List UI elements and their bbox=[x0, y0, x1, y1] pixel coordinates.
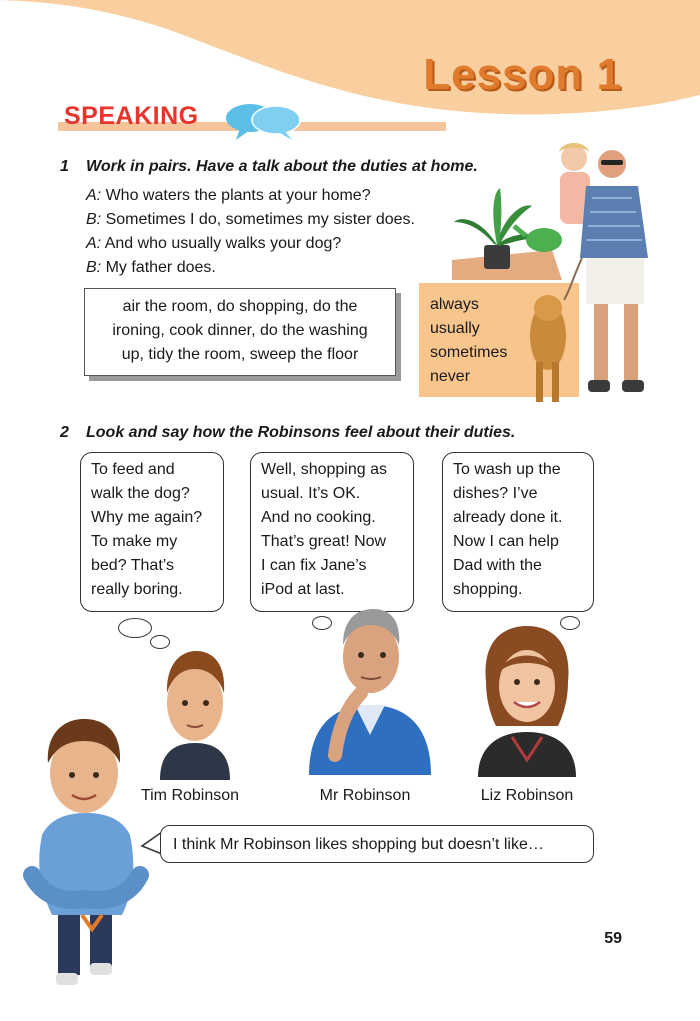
thought-line: already done it. bbox=[453, 509, 563, 526]
boy-figure bbox=[22, 715, 152, 990]
thought-line: That’s great! Now bbox=[261, 533, 387, 550]
dog-icon bbox=[530, 295, 566, 402]
example-speech-bubble: I think Mr Robinson likes shopping but doesn’t like… bbox=[160, 825, 594, 863]
lesson-title: Lesson 1 bbox=[423, 50, 622, 99]
thought-line: Why me again? bbox=[91, 509, 203, 526]
thought-bubble-liz bbox=[442, 452, 594, 612]
thought-bubble-tim bbox=[80, 452, 224, 612]
thought-line: Dad with the bbox=[453, 557, 542, 574]
thought-line: really boring. bbox=[91, 581, 183, 598]
tim-robinson-portrait bbox=[150, 645, 240, 780]
name-caption-tim: Tim Robinson bbox=[140, 787, 240, 804]
phrase-line: air the room, do shopping, do the bbox=[122, 298, 358, 315]
task-number-2: 2 bbox=[60, 424, 69, 441]
name-caption-mr: Mr Robinson bbox=[319, 787, 411, 804]
section-title: SPEAKING bbox=[64, 102, 199, 130]
dialogue-line: B: My father does. bbox=[86, 259, 216, 276]
task-instruction-1: Work in pairs. Have a talk about the duties at home. bbox=[86, 158, 478, 175]
thought-line: shopping. bbox=[453, 581, 523, 598]
thought-line: And no cooking. bbox=[261, 509, 376, 526]
family-duties-photo bbox=[452, 140, 662, 410]
task-instruction-2: Look and say how the Robinsons feel about their duties. bbox=[86, 424, 516, 441]
thought-line: To make my bbox=[91, 533, 178, 550]
dialogue-line: A: And who usually walks your dog? bbox=[86, 235, 342, 252]
speech-bubbles-icon bbox=[222, 100, 304, 142]
task-number-1: 1 bbox=[60, 158, 69, 175]
frequency-word: always bbox=[430, 296, 479, 313]
name-caption-liz: Liz Robinson bbox=[480, 787, 574, 804]
thought-line: Well, shopping as bbox=[261, 461, 387, 478]
thought-line: Now I can help bbox=[453, 533, 559, 550]
dialogue-line: B: Sometimes I do, sometimes my sister does. bbox=[86, 211, 415, 228]
phrase-line: up, tidy the room, sweep the floor bbox=[121, 346, 359, 363]
thought-line: dishes? I’ve bbox=[453, 485, 538, 502]
thought-line: walk the dog? bbox=[91, 485, 190, 502]
frequency-word: sometimes bbox=[430, 344, 508, 361]
thought-line: I can fix Jane’s bbox=[261, 557, 367, 574]
thought-dot bbox=[118, 618, 152, 638]
mr-robinson-portrait bbox=[305, 605, 435, 775]
frequency-word: usually bbox=[430, 320, 480, 337]
frequency-word: never bbox=[430, 368, 471, 385]
thought-line: To wash up the bbox=[453, 461, 561, 478]
liz-robinson-portrait bbox=[472, 622, 582, 777]
thought-line: To feed and bbox=[91, 461, 175, 478]
dialogue-line: A: Who waters the plants at your home? bbox=[86, 187, 371, 204]
thought-line: iPod at last. bbox=[261, 581, 345, 598]
thought-bubble-mr bbox=[250, 452, 414, 612]
thought-line: bed? That’s bbox=[91, 557, 175, 574]
thought-line: usual. It’s OK. bbox=[261, 485, 361, 502]
page-number: 59 bbox=[604, 930, 622, 947]
phrase-line: ironing, cook dinner, do the washing bbox=[112, 322, 368, 339]
phrase-box bbox=[84, 288, 396, 376]
